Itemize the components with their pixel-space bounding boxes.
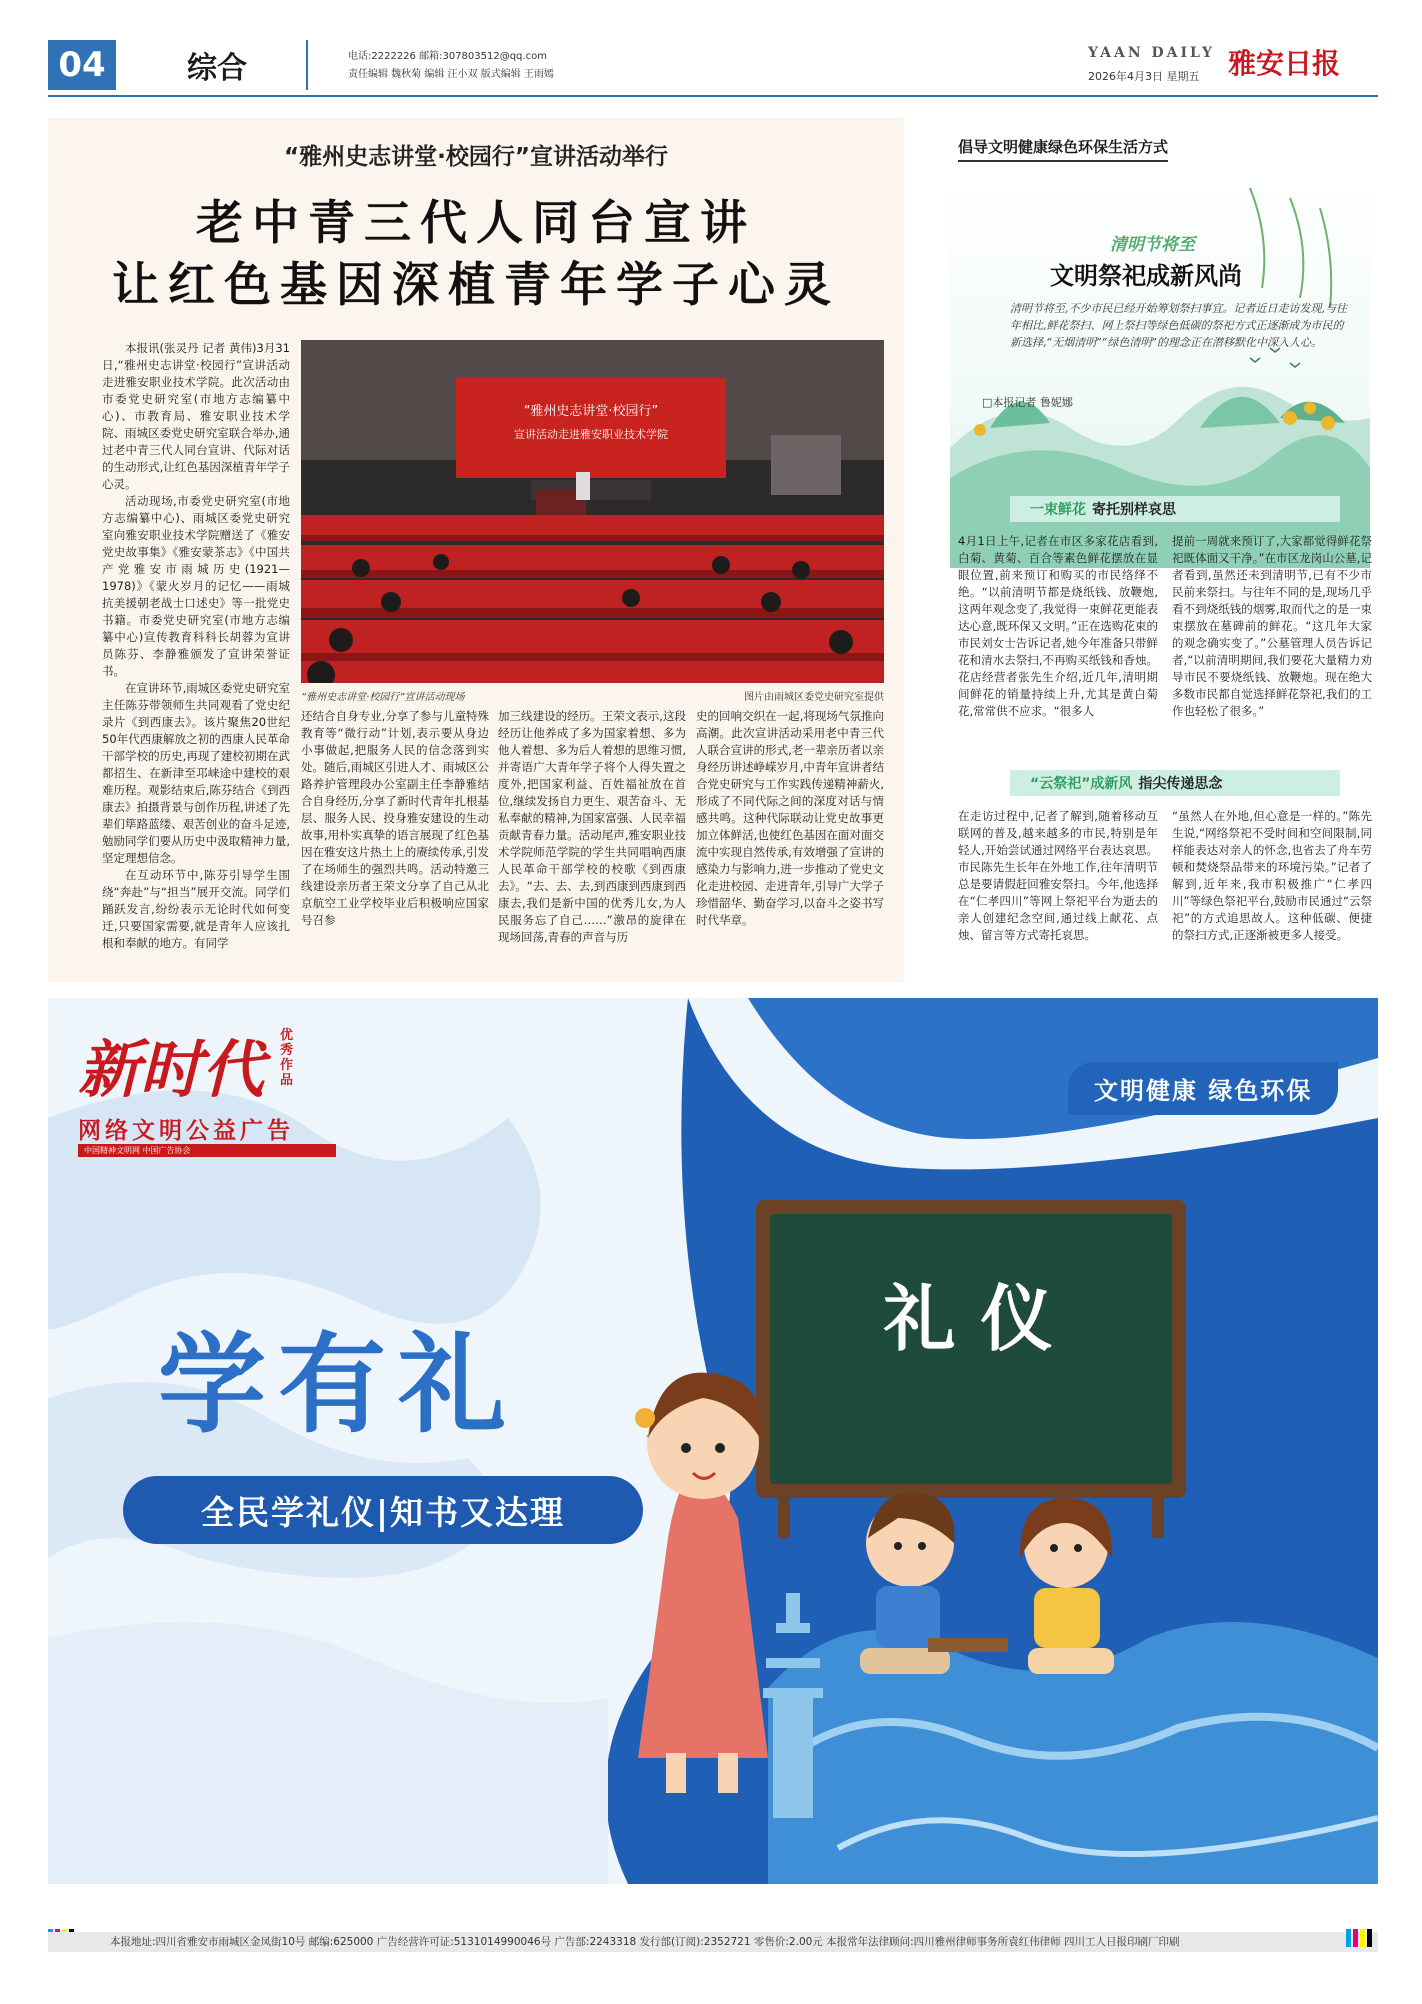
article-column-4: 史的回响交织在一起,将现场气氛推向高潮。此次宣讲活动采用老中青三代人联合宣讲的形式,老一辈亲历者以亲身经历讲述峥嵘岁月,中青年宣讲者结合党史研究与工作实践传递精神薪火,形成了不同代际之间的深度对话与情感共鸣。这种代际联动让党史故事更加立体鲜活,也使红色基因在面对面交流中实现自然传承,有效增强了宣讲的感染力与影响力,进一步推动了党史文化走进校园、走进青年,引导广大学子珍惜韶华、勤奋学习,以奋斗之姿书写时代华章。	[696, 709, 884, 927]
public-service-ad	[48, 998, 1378, 1884]
paragraph: 在互动环节中,陈芬引导学生围绕“奔赴”与“担当”展开交流。同学们踊跃发言,纷纷表示无论时代如何变迁,只要国家需要,就是青年人应该扎根和奉献的地方。有同学	[102, 868, 290, 950]
photo-credit: 图片由雨城区委党史研究室提供	[744, 692, 884, 703]
editors-line: 责任编辑 魏秋菊 编辑 汪小双 版式编辑 王雨嫣	[348, 69, 554, 80]
paragraph: 在宣讲环节,雨城区委党史研究室主任陈芬带领师生共同观看了党史纪录片《到西康去》。该片聚焦20世纪50年代西康解放之初的西康人民革命干部学校的历史,再现了建校初期在武都招生、在新津至邛崃途中建校的艰难历程。观影结束后,陈芬结合《到西康去》拍摄背景与创作历程,讲述了先辈们筚路蓝缕、艰苦创业的奋斗足迹,勉励同学们要从历史中汲取精神力量,坚定理想信念。	[102, 681, 290, 865]
ad-slogan: 文明健康 绿色环保	[1068, 1062, 1338, 1115]
paragraph: 本报讯(张灵丹 记者 黄伟)3月31日,“雅州史志讲堂·校园行”宣讲活动走进雅安职业技术学院。此次活动由市委党史研究室(市地方志编纂中心)、市教育局、雅安职业技术学院、雨城区委党史研究室联合举办,通过老中青三代人同台宣讲、代际对话的生动形式,让红色基因深植青年学子心灵。	[102, 341, 290, 491]
side-column-4: “虽然人在外地,但心意是一样的。”陈先生说,“网络祭祀不受时间和空间限制,同样能表达对亲人的怀念,也省去了舟车劳顿和焚烧祭品带来的环境污染。”记者了解到,近年来,我市积极推广“仁孝四川”等绿色祭祀平台,鼓励市民通过“云祭祀”的方式追思故人。这种低碳、便捷的祭扫方式,正逐渐被更多人接受。	[1172, 809, 1372, 942]
photo-caption-row	[301, 688, 884, 703]
article-column-1	[102, 340, 290, 972]
subheading-2-key: “云祭祀”成新风	[1030, 776, 1133, 792]
side-lead: 清明节将至,不少市民已经开始筹划祭扫事宜。记者近日走访发现,与往年相比,鲜花祭扫、网上祭扫等绿色低碳的祭祀方式正逐渐成为市民的新选择,“无烟清明”“绿色清明”的理念正在潜移默化中深入人心。	[1010, 302, 1347, 349]
newspaper-logo: 雅安日报	[1228, 47, 1341, 80]
ad-brand: 新时代	[78, 1033, 265, 1106]
side-column-3: 在走访过程中,记者了解到,随着移动互联网的普及,越来越多的市民,特别是年轻人,开始尝试通过网络平台表达哀思。市民陈先生长年在外地工作,往年清明节总是要请假赶回雅安祭扫。今年,他选择在“仁孝四川”等网上祭祀平台为逝去的亲人创建纪念空间,通过线上献花、点烛、留言等方式寄托哀思。	[958, 809, 1158, 942]
page-number: 04	[48, 40, 116, 90]
side-article	[950, 118, 1380, 982]
daily-name: YAAN DAILY	[1088, 45, 1215, 61]
subheading-1-key: 一束鲜花	[1030, 502, 1086, 518]
ad-credit: 中国精神文明网 中国广告协会	[78, 1144, 336, 1157]
screen-text-2: 宣讲活动走进雅安职业技术学院	[514, 428, 668, 441]
side-column-1: 4月1日上午,记者在市区多家花店看到,白菊、黄菊、百合等素色鲜花摆放在显眼位置,前来预订和购买的市民络绎不绝。“以前清明节都是烧纸钱、放鞭炮,这两年观念变了,我觉得一束鲜花更能表达心意,既环保又文明。”正在选购花束的市民刘女士告诉记者,她今年准备只带鲜花和清水去祭扫,不再购买纸钱和香烛。花店经营者张先生介绍,近几年,清明期间鲜花的销量持续上升,尤其是黄白菊花,常常供不应求。“很多人	[958, 534, 1158, 718]
headline-line-1: 老中青三代人同台宣讲	[196, 196, 756, 251]
headline-line-2: 让红色基因深植青年学子心灵	[112, 258, 840, 313]
qingming-title: 清明节将至	[1110, 235, 1195, 255]
contact-line: 电话:2222226 邮箱:307803512@qq.com	[348, 51, 547, 62]
side-column-2: 提前一周就来预订了,大家都觉得鲜花祭祀既体面又干净。”在市区龙岗山公墓,记者看到,虽然还未到清明节,已有不少市民前来祭扫。与往年不同的是,现场几乎看不到烧纸钱的烟雾,取而代之的是一束束摆放在墓碑前的鲜花。“这几年大家的观念确实变了。”公墓管理人员告诉记者,“以前清明期间,我们要花大量精力劝导市民不要烧纸钱、放鞭炮。现在绝大多数市民都自觉选择鲜花祭祀,我们的工作也轻松了很多。”	[1172, 534, 1372, 718]
masthead	[48, 40, 1378, 92]
event-photo	[301, 340, 884, 683]
main-article	[48, 118, 904, 982]
subheading-1	[1010, 496, 1340, 522]
header-rule	[48, 95, 1378, 97]
chalkboard-text: 礼 仪	[883, 1277, 1053, 1361]
color-marks-right	[1346, 1929, 1372, 1947]
photo-caption: “雅州史志讲堂·校园行”宣讲活动现场	[301, 692, 465, 703]
section-name: 综合	[128, 40, 308, 90]
side-headline: 文明祭祀成新风尚	[1050, 262, 1242, 290]
ad-big-title: 学有礼	[158, 1323, 519, 1448]
issue-date: 2026年4月3日 星期五	[1088, 70, 1200, 83]
screen-text-1: “雅州史志讲堂·校园行”	[523, 404, 659, 419]
side-byline: □本报记者 鲁妮娜	[982, 396, 1073, 409]
ad-seal: 优秀作品	[280, 1028, 294, 1088]
ad-subtitle: 网络文明公益广告	[78, 1117, 294, 1144]
editor-info	[348, 48, 554, 84]
paragraph: 活动现场,市委党史研究室(市地方志编纂中心)、雨城区委党史研究室向雅安职业技术学院赠送了《雅安党史故事集》《雅安蒙茶志》《中国共产党雅安市雨城历史(1921—1978)》《蒙火岁月的记忆——雨城抗美援朝老战士口述史》等一批党史书籍。市委党史研究室(市地方志编纂中心)宣传教育科科长胡蓉为宣讲员陈芬、李静雅颁发了宣讲荣誉证书。	[102, 494, 290, 678]
footer-bar: 本报地址:四川省雅安市雨城区金凤街10号 邮编:625000 广告经营许可证:5131014990046号 广告部:2243318 发行部(订阅):2352721 零售价:2.00元 本报常年法律顾问:四川雅州律师事务所袁红伟律师 四川工人日报印刷厂印刷	[48, 1932, 1378, 1952]
side-kicker: 倡导文明健康绿色环保生活方式	[958, 136, 1168, 162]
subheading-1-text: 寄托别样哀思	[1092, 502, 1176, 518]
article-kicker: “雅州史志讲堂·校园行”宣讲活动举行	[284, 144, 668, 170]
subheading-2	[1010, 770, 1340, 796]
article-column-2: 还结合自身专业,分享了参与儿童特殊教育等“微行动”计划,表示要从身边小事做起,把服务人民的信念落到实处。随后,雨城区引进人才、雨城区公路养护管理段办公室副主任李静雅结合自身经历,分享了新时代青年扎根基层、服务人民、投身雅安建设的生动故事,用朴实真挚的语言展现了红色基因在雅安这片热土上的赓续传承,引发了在场师生的强烈共鸣。活动特邀三线建设亲历者王荣文分享了自己从北京航空工业学校毕业后积极响应国家号召参	[301, 709, 489, 927]
article-column-3: 加三线建设的经历。王荣文表示,这段经历让他养成了多为国家着想、多为他人着想、多为后人着想的思维习惯,并寄语广大青年学子将个人得失置之度外,把国家利益、百姓福祉放在首位,继续发扬自力更生、艰苦奋斗、无私奉献的精神,为国家富强、人民幸福贡献青春力量。活动尾声,雅安职业技术学院师范学院的学生共同唱响西康人民革命干部学校的校歌《到西康去》。“去、去、去,到西康到西康到西康去,我们是新中国的优秀儿女,为人民服务忘了自己……”激昂的旋律在现场回荡,青春的声音与历	[498, 709, 686, 944]
subheading-2-text: 指尖传递思念	[1138, 776, 1223, 792]
ad-banner: 全民学礼仪|知书又达理	[123, 1476, 643, 1544]
